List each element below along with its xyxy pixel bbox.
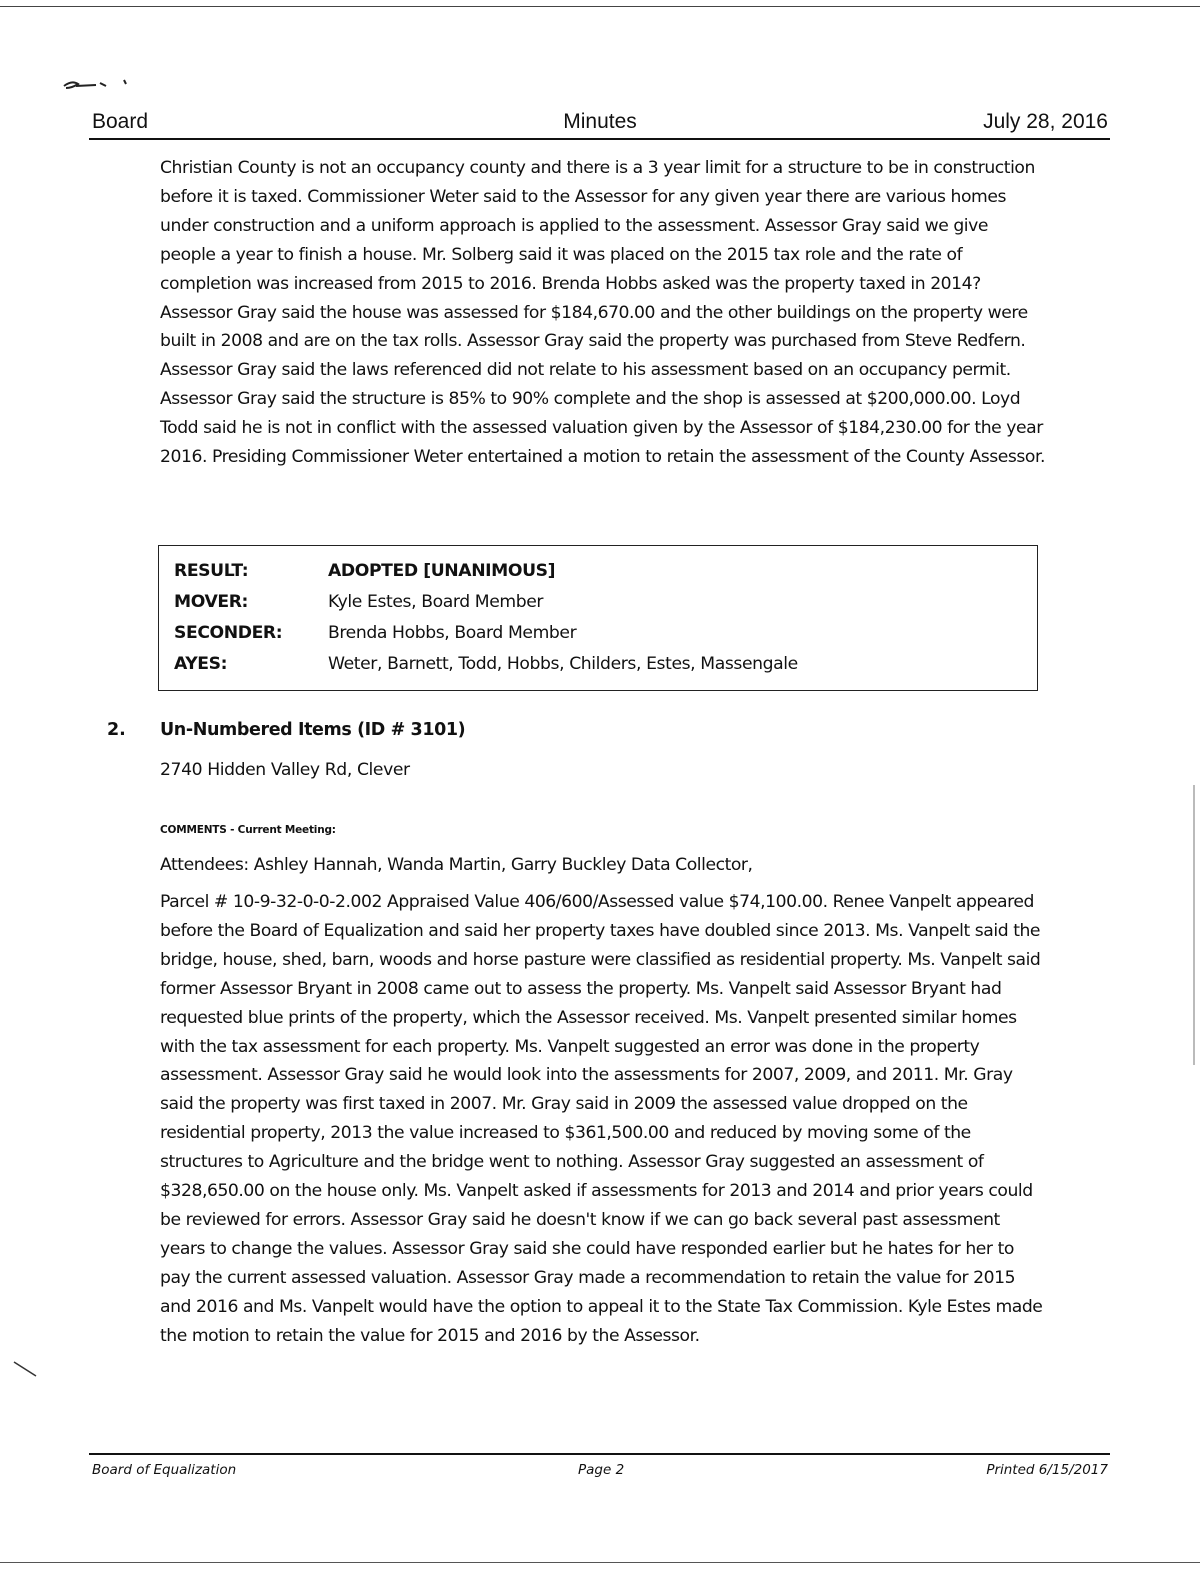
vote-row-seconder xyxy=(174,623,1024,653)
handwritten-mark-icon xyxy=(62,72,137,96)
scan-edge-line-bottom xyxy=(0,1562,1200,1563)
footer-divider xyxy=(89,1453,1110,1455)
vote-row-mover xyxy=(174,592,1024,622)
header-date: July 28, 2016 xyxy=(983,110,1108,133)
header-divider xyxy=(89,138,1110,140)
scan-edge-line-top xyxy=(0,6,1200,7)
vote-result-box xyxy=(158,545,1038,691)
agenda-item-number: 2. xyxy=(107,720,126,740)
footer-page-number: Page 2 xyxy=(578,1462,625,1478)
vote-label: AYES: xyxy=(174,654,228,674)
vote-label: MOVER: xyxy=(174,592,249,612)
scan-edge-mark xyxy=(1193,785,1195,1065)
vote-value: ADOPTED [UNANIMOUS] xyxy=(328,561,556,581)
vote-value: Kyle Estes, Board Member xyxy=(328,592,544,612)
vote-value: Brenda Hobbs, Board Member xyxy=(328,623,577,643)
body-paragraph-assessment: Christian County is not an occupancy county and there is a 3 year limit for a structure to be in construction before it is taxed. Commissioner Weter said to the Assessor for any given year there are various homes under construction and a uniform approach is applied to the assessment. Assessor Gray said we give people a year to finish a house. Mr. Solberg said it was placed on the 2015 tax role and the rate of completion was increased from 2015 to 2016. Brenda Hobbs asked was the property taxed in 2014? Assessor Gray said the house was assessed for $184,670.00 and the other buildings on the property were built in 2008 and are on the tax rolls. Assessor Gray said the property was purchased from Steve Redfern. Assessor Gray said the laws referenced did not relate to his assessment based on an occupancy permit. Assessor Gray said the structure is 85% to 90% complete and the shop is assessed at $200,000.00. Loyd Todd said he is not in conflict with the assessed valuation given by the Assessor of $184,230.00 for the year 2016. Presiding Commissioner Weter entertained a motion to retain the assessment of the County Assessor. xyxy=(160,158,1046,468)
vote-row-ayes xyxy=(174,654,1024,684)
scan-tick-mark-icon xyxy=(12,1360,42,1380)
header-board-label: Board xyxy=(92,110,149,133)
vote-label: RESULT: xyxy=(174,561,249,581)
agenda-item-address: 2740 Hidden Valley Rd, Clever xyxy=(160,760,410,780)
attendees-line: Attendees: Ashley Hannah, Wanda Martin, Garry Buckley Data Collector, xyxy=(160,855,753,875)
agenda-item-title: Un-Numbered Items (ID # 3101) xyxy=(160,720,466,740)
vote-label: SECONDER: xyxy=(174,623,283,643)
comments-header: COMMENTS - Current Meeting: xyxy=(160,824,336,836)
vote-row-result xyxy=(174,561,1024,591)
footer-printed-date: Printed 6/15/2017 xyxy=(986,1462,1108,1478)
vote-value: Weter, Barnett, Todd, Hobbs, Childers, Estes, Massengale xyxy=(328,654,798,674)
body-paragraph-vanpelt: Parcel # 10-9-32-0-0-2.002 Appraised Value 406/600/Assessed value $74,100.00. Renee Vanpelt appeared before the Board of Equalization and said her property taxes have doubled since 2013. Ms. Vanpelt said the bridge, house, shed, barn, woods and horse pasture were classified as residential property. Ms. Vanpelt said former Assessor Bryant in 2008 came out to assess the property. Ms. Vanpelt said Assessor Bryant had requested blue prints of the property, which the Assessor received. Ms. Vanpelt presented similar homes with the tax assessment for each property. Ms. Vanpelt suggested an error was done in the property assessment. Assessor Gray said he would look into the assessments for 2007, 2009, and 2011. Mr. Gray said the property was first taxed in 2007. Mr. Gray said in 2009 the assessed value dropped on the residential property, 2013 the value increased to $361,500.00 and reduced by moving some of the structures to Agriculture and the bridge went to nothing. Assessor Gray suggested an assessment of $328,650.00 on the house only. Ms. Vanpelt asked if assessments for 2013 and 2014 and prior years could be reviewed for errors. Assessor Gray said he doesn't know if we can go back several past assessment years to change the values. Assessor Gray said she could have responded earlier but he hates for her to pay the current assessed valuation. Assessor Gray made a recommendation to retain the value for 2015 and 2016 and Ms. Vanpelt would have the option to appeal it to the State Tax Commission. Kyle Estes made the motion to retain the value for 2015 and 2016 by the Assessor. xyxy=(160,892,1043,1346)
header-minutes-label: Minutes xyxy=(563,110,637,133)
footer-board-name: Board of Equalization xyxy=(92,1462,237,1478)
